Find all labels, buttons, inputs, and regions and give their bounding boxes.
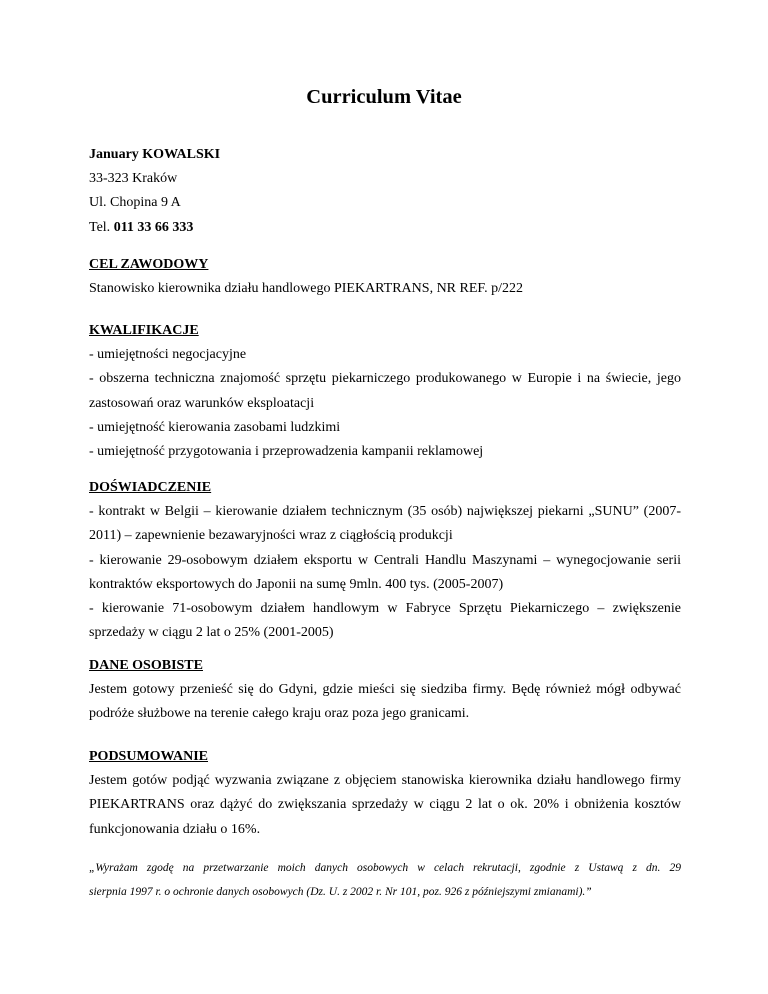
phone-number: 011 33 66 333: [113, 219, 194, 235]
list-item: - kierowanie 29-osobowym działem eksportu w Centrali Handlu Maszynami – wynegocjowanie serii: [89, 552, 681, 568]
section-heading: DANE OSOBISTE: [89, 658, 203, 673]
list-item-continuation: sprzedaży w ciągu 2 lat o 25% (2001-2005): [89, 625, 334, 641]
address-line-1: 33-323 Kraków: [89, 171, 178, 187]
phone-line: [89, 216, 681, 240]
consent-clause: [89, 856, 681, 904]
clause-line: sierpnia 1997 r. o ochronie danych osobowych (Dz. U. z 2002 r. Nr 101, poz. 926 z późniejszymi zmianami).”: [89, 886, 592, 898]
list-item-continuation: 2011) – zapewnienie bezawaryjności wraz z ciągłością produkcji: [89, 528, 453, 544]
list-item: - kontrakt w Belgii – kierowanie działem technicznym (35 osób) największej piekarni „SUNU” (2007-: [89, 504, 681, 520]
section-personal-data: [89, 654, 681, 727]
address-line-2: Ul. Chopina 9 A: [89, 195, 181, 211]
section-summary: [89, 745, 681, 842]
section-experience: [89, 476, 681, 645]
paragraph-line: PIEKARTRANS oraz dążyć do zwiększania sprzedaży w ciągu 2 lat o ok. 20% i obniżenia kosztów: [89, 797, 681, 813]
paragraph-line: Jestem gotowy przenieść się do Gdyni, gdzie mieści się siedziba firmy. Będę również mógł odbywać: [89, 682, 681, 698]
candidate-name: January KOWALSKI: [89, 147, 221, 162]
section-career-goal: [89, 253, 681, 301]
list-item-continuation: zastosowań oraz warunków eksploatacji: [89, 395, 315, 411]
list-item: - umiejętności negocjacyjne: [89, 347, 247, 363]
list-item: - umiejętność przygotowania i przeprowadzenia kampanii reklamowej: [89, 444, 484, 460]
contact-block: [89, 143, 681, 240]
list-item: - kierowanie 71-osobowym działem handlowym w Fabryce Sprzętu Piekarniczego – zwiększenie: [89, 601, 681, 617]
section-heading: KWALIFIKACJE: [89, 323, 199, 338]
paragraph-line: podróże służbowe na terenie całego kraju oraz poza jego granicami.: [89, 706, 470, 722]
clause-line: „Wyrażam zgodę na przetwarzanie moich danych osobowych w celach rekrutacji, zgodnie z Ustawą z dn. 29: [89, 862, 681, 874]
list-item: - obszerna techniczna znajomość sprzętu piekarniczego produkowanego w Europie i na świecie, jego: [89, 371, 681, 387]
list-item-continuation: kontraktów eksportowych do Japonii na sumę 9mln. 400 tys. (2005-2007): [89, 576, 504, 592]
list-item: - umiejętność kierowania zasobami ludzkimi: [89, 419, 341, 435]
section-qualifications: [89, 319, 681, 464]
document-title: Curriculum Vitae: [306, 86, 462, 108]
phone-label: Tel.: [89, 219, 114, 235]
section-heading: DOŚWIADCZENIE: [89, 480, 212, 495]
section-text: Stanowisko kierownika działu handlowego PIEKARTRANS, NR REF. p/222: [89, 281, 523, 297]
section-heading: CEL ZAWODOWY: [89, 257, 209, 272]
section-heading: PODSUMOWANIE: [89, 749, 209, 764]
paragraph-line: funkcjonowania działu o 16%.: [89, 821, 261, 837]
paragraph-line: Jestem gotów podjąć wyzwania związane z objęciem stanowiska kierownika działu handlowego firmy: [89, 773, 681, 789]
